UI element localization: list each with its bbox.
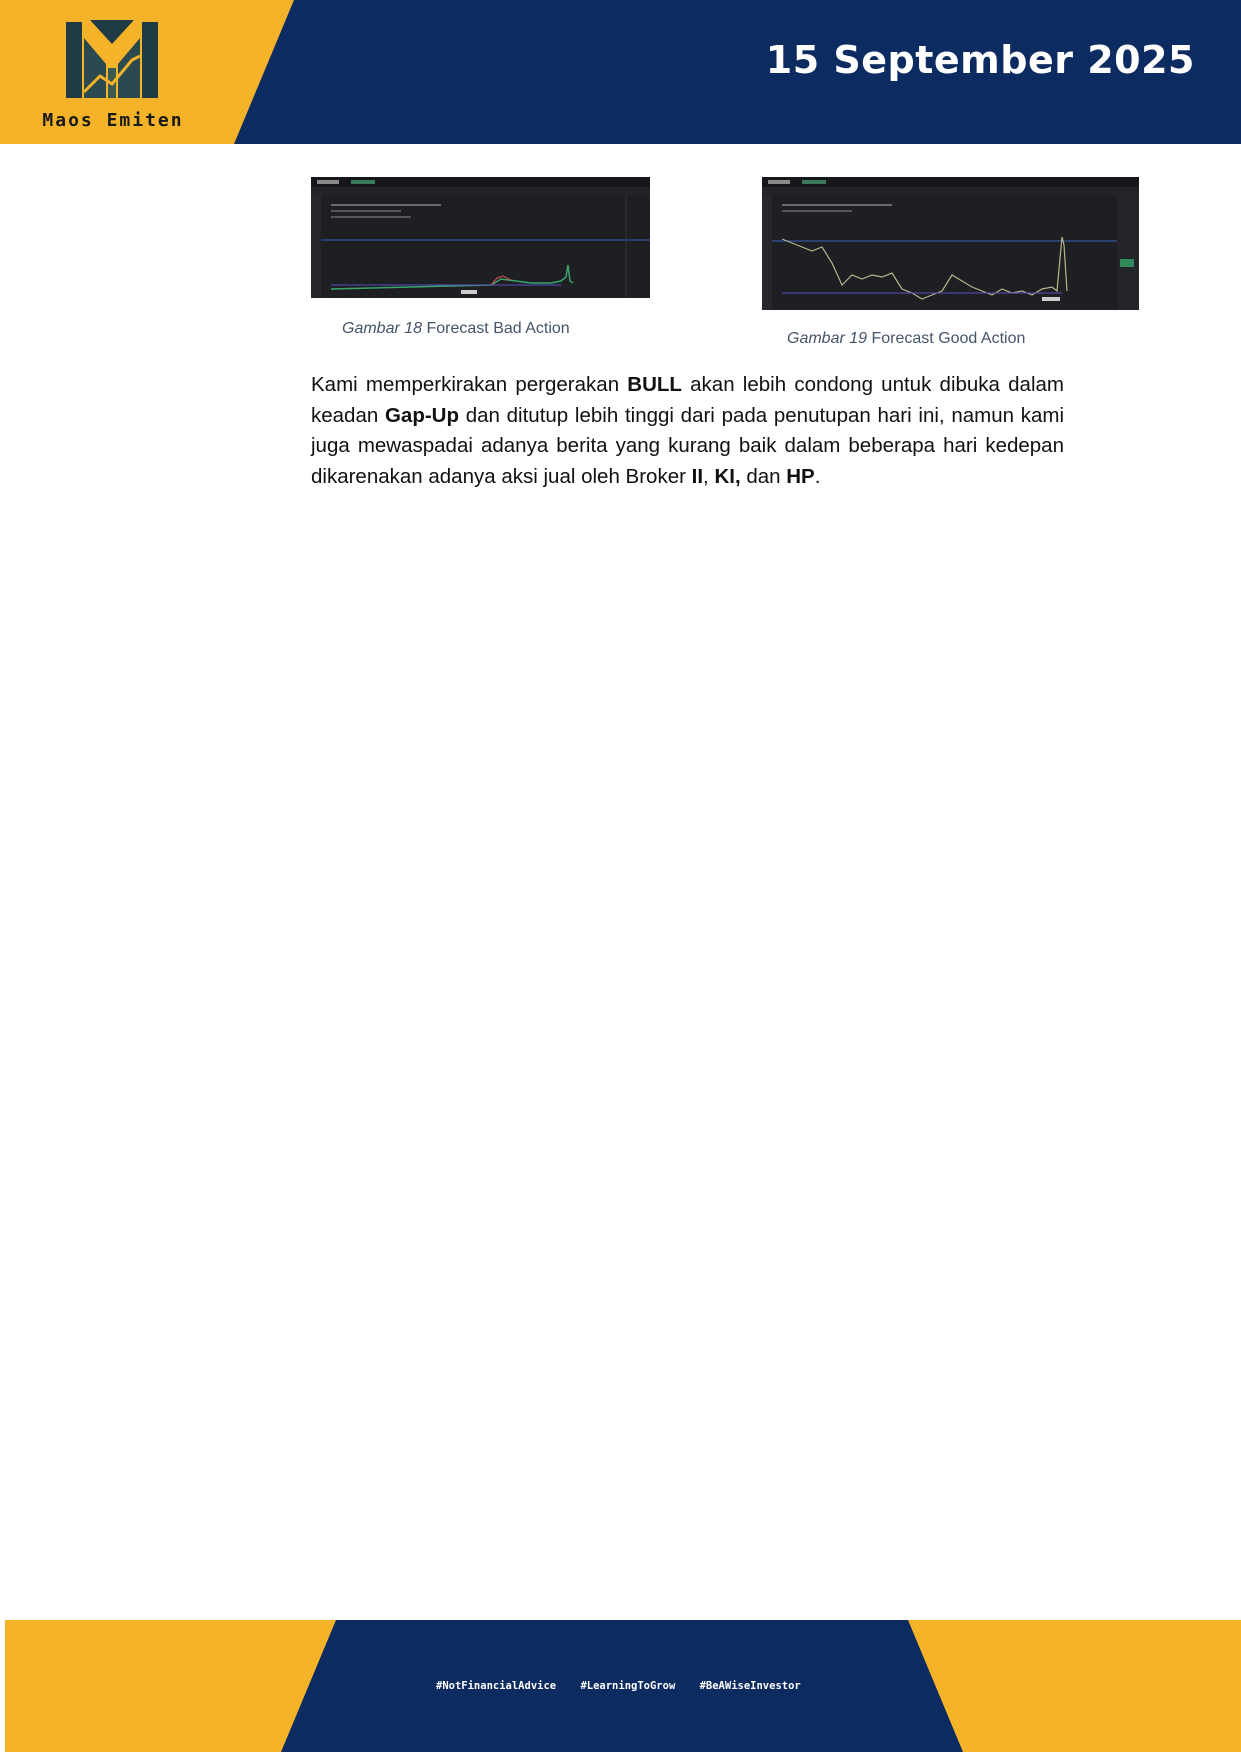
stock-chart-image — [311, 177, 650, 298]
figure-number: Gambar 18 — [342, 320, 423, 337]
hashtag: #NotFinancialAdvice — [436, 1680, 557, 1692]
figure-caption-19 — [787, 330, 1025, 348]
figure-title: Forecast Good Action — [871, 330, 1026, 347]
hashtag-list — [436, 1680, 819, 1692]
text: , — [703, 464, 715, 488]
text: dan — [740, 464, 787, 488]
hashtag: #BeAWiseInvestor — [699, 1680, 801, 1692]
figure-forecast-bad-action — [311, 177, 650, 298]
text: akan lebih condong untuk dibuka dalam keadan — [311, 373, 1064, 427]
broker-hp: HP — [786, 464, 815, 488]
brand-logo-icon — [62, 18, 162, 100]
broker-ii: II — [691, 464, 704, 488]
figure-caption-18 — [342, 320, 570, 338]
hashtag: #LearningToGrow — [580, 1680, 676, 1692]
stock-chart-image — [762, 177, 1139, 310]
page-header — [0, 0, 1241, 144]
analysis-paragraph — [311, 370, 1064, 492]
broker-ki: KI, — [714, 464, 741, 488]
brand-name: Maos Emiten — [42, 110, 184, 131]
text: dan ditutup lebih tinggi dari pada penutupan hari ini, namun kami juga mewaspadai adanya berita yang kurang baik dalam beberapa hari kedepan dikarenakan adanya aksi jual oleh Broker — [311, 403, 1064, 488]
text: . — [814, 464, 821, 488]
figure-number: Gambar 19 — [787, 330, 868, 347]
report-date: 15 September 2025 — [765, 38, 1195, 82]
figure-forecast-good-action — [762, 177, 1139, 310]
figure-title: Forecast Bad Action — [426, 320, 570, 337]
ticker-bull: BULL — [627, 373, 682, 396]
text: Kami memperkirakan pergerakan — [311, 373, 628, 396]
term-gap-up: Gap-Up — [384, 403, 460, 427]
